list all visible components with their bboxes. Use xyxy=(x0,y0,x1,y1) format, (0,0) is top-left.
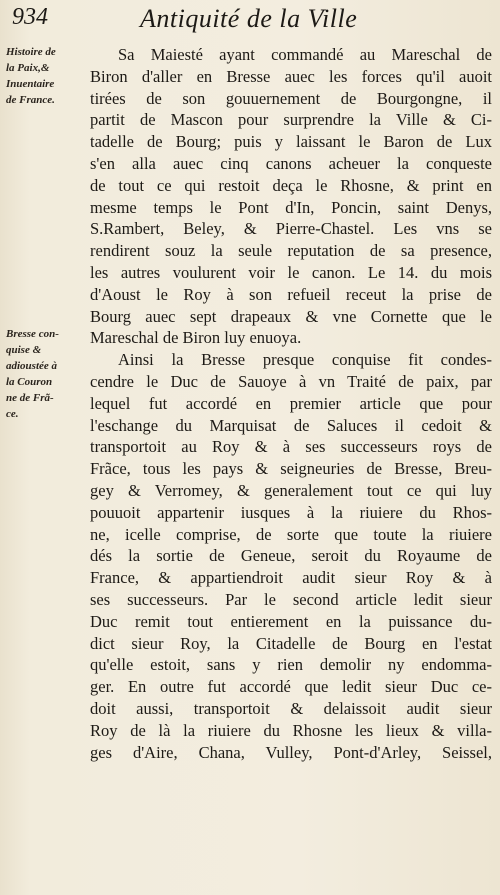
text-line: dict sieur Roy, la Citadelle de Bourg en l'estat xyxy=(90,633,492,653)
text-line: Duc remit tout entierement en la puissance du- xyxy=(90,611,492,631)
text-line: les autres voulurent voir le canon. Le 14. du mois xyxy=(90,262,492,282)
text-line: d'Aoust le Roy à son refueil receut la prise de xyxy=(90,284,492,304)
text-line: tirées de son gouuernement de Bourgongne, il xyxy=(90,88,492,108)
text-line: ges d'Aire, Chana, Vulley, Pont-d'Arley, Seissel, xyxy=(90,742,492,762)
text-line: rendirent souz la seule reputation de sa presence, xyxy=(90,241,492,261)
text-line: S.Rambert, Beley, & Pierre-Chastel. Les vns se xyxy=(90,219,492,239)
text-line: pouuoit appartenir iusques à la riuiere du Rhos- xyxy=(90,502,492,522)
margin-note-bresse: Bresse con- quise & adioustée à la Couron ne de Frã- ce. xyxy=(6,328,59,420)
text-line: dés la sortie de Geneue, seroit du Royaume de xyxy=(90,546,492,566)
text-line: de tout ce qui restoit deça le Rhosne, & print en xyxy=(90,175,492,195)
text-line: ne, icelle comprise, de sorte que toute la riuiere xyxy=(90,524,492,544)
text-line: mesme temps le Pont d'In, Poncin, saint Denys, xyxy=(90,197,492,217)
text-line: Mareschal de Biron luy enuoya. xyxy=(90,328,302,348)
text-line: France, & appartiendroit audit sieur Roy & à xyxy=(90,568,492,588)
text-line: Ainsi la Bresse presque conquise fit condes- xyxy=(118,350,492,370)
text-line: ger. En outre fut accordé que ledit sieur Duc ce- xyxy=(90,677,492,697)
text-line: cendre le Duc de Sauoye à vn Traité de paix, par xyxy=(90,371,492,391)
text-line: Sa Maiesté ayant commandé au Mareschal de xyxy=(118,45,492,64)
running-title: Antiquité de la Ville xyxy=(140,4,358,33)
text-line: tadelle de Bourg; puis y laissant le Baron de Lux xyxy=(90,132,492,152)
text-line: doit aussi, transportoit & delaissoit audit sieur xyxy=(90,698,492,718)
text-line: ses successeurs. Par le second article ledit sieur xyxy=(90,589,492,609)
margin-note-histoire: Histoire de la Paix,& Inuentaire de France. xyxy=(6,46,56,106)
body-text xyxy=(90,44,492,763)
text-line: Frãce, tous les pays & seigneuries de Bresse, Breu- xyxy=(90,459,492,479)
text-line: Bourg auec sept drapeaux & vne Cornette que le xyxy=(90,306,492,326)
text-line: Biron d'aller en Bresse auec les forces qu'il auoit xyxy=(90,66,492,86)
page-header xyxy=(12,4,492,38)
text-line: s'en alla auec cinq canons acheuer la conqueste xyxy=(90,153,492,173)
text-line: partit de Mascon pour surprendre la Ville & Ci- xyxy=(90,110,492,130)
text-line: qu'elle estoit, sans y rien demolir ny endomma- xyxy=(90,655,492,675)
text-line: lequel fut accordé en premier article que pour xyxy=(90,393,492,413)
text-line: Roy de là la riuiere du Rhosne les lieux & villa- xyxy=(90,720,492,740)
page-number: 934 xyxy=(12,4,48,30)
text-line: transportoit au Roy & à ses successeurs roys de xyxy=(90,437,492,457)
text-line: l'eschange du Marquisat de Saluces il cedoit & xyxy=(90,415,492,435)
text-line: gey & Verromey, & generalement tout ce qui luy xyxy=(90,480,492,500)
